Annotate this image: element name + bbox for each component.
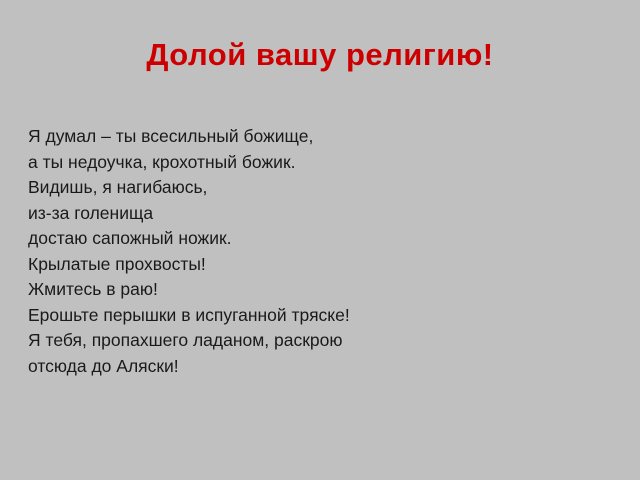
- poem-line: Ерошьте перышки в испуганной тряске!: [28, 304, 350, 325]
- poem-line: Видишь, я нагибаюсь,: [28, 177, 208, 197]
- poem-line: отсюда до Аляски!: [28, 355, 179, 376]
- poem-line: достаю сапожный ножик.: [28, 228, 232, 248]
- poem-text-block: [28, 124, 612, 379]
- poem-line: Я тебя, пропахшего ладаном, раскрою: [28, 330, 343, 350]
- poem-line: Жмитесь в раю!: [28, 279, 158, 299]
- page-title: Долой вашу религию!: [146, 37, 494, 72]
- poem-line: Крылатые прохвосты!: [28, 253, 206, 274]
- poem-line: а ты недоучка, крохотный божик.: [28, 151, 296, 172]
- poem-line: Я думал – ты всесильный божище,: [28, 126, 314, 146]
- poem-line: из-за голенища: [28, 202, 154, 223]
